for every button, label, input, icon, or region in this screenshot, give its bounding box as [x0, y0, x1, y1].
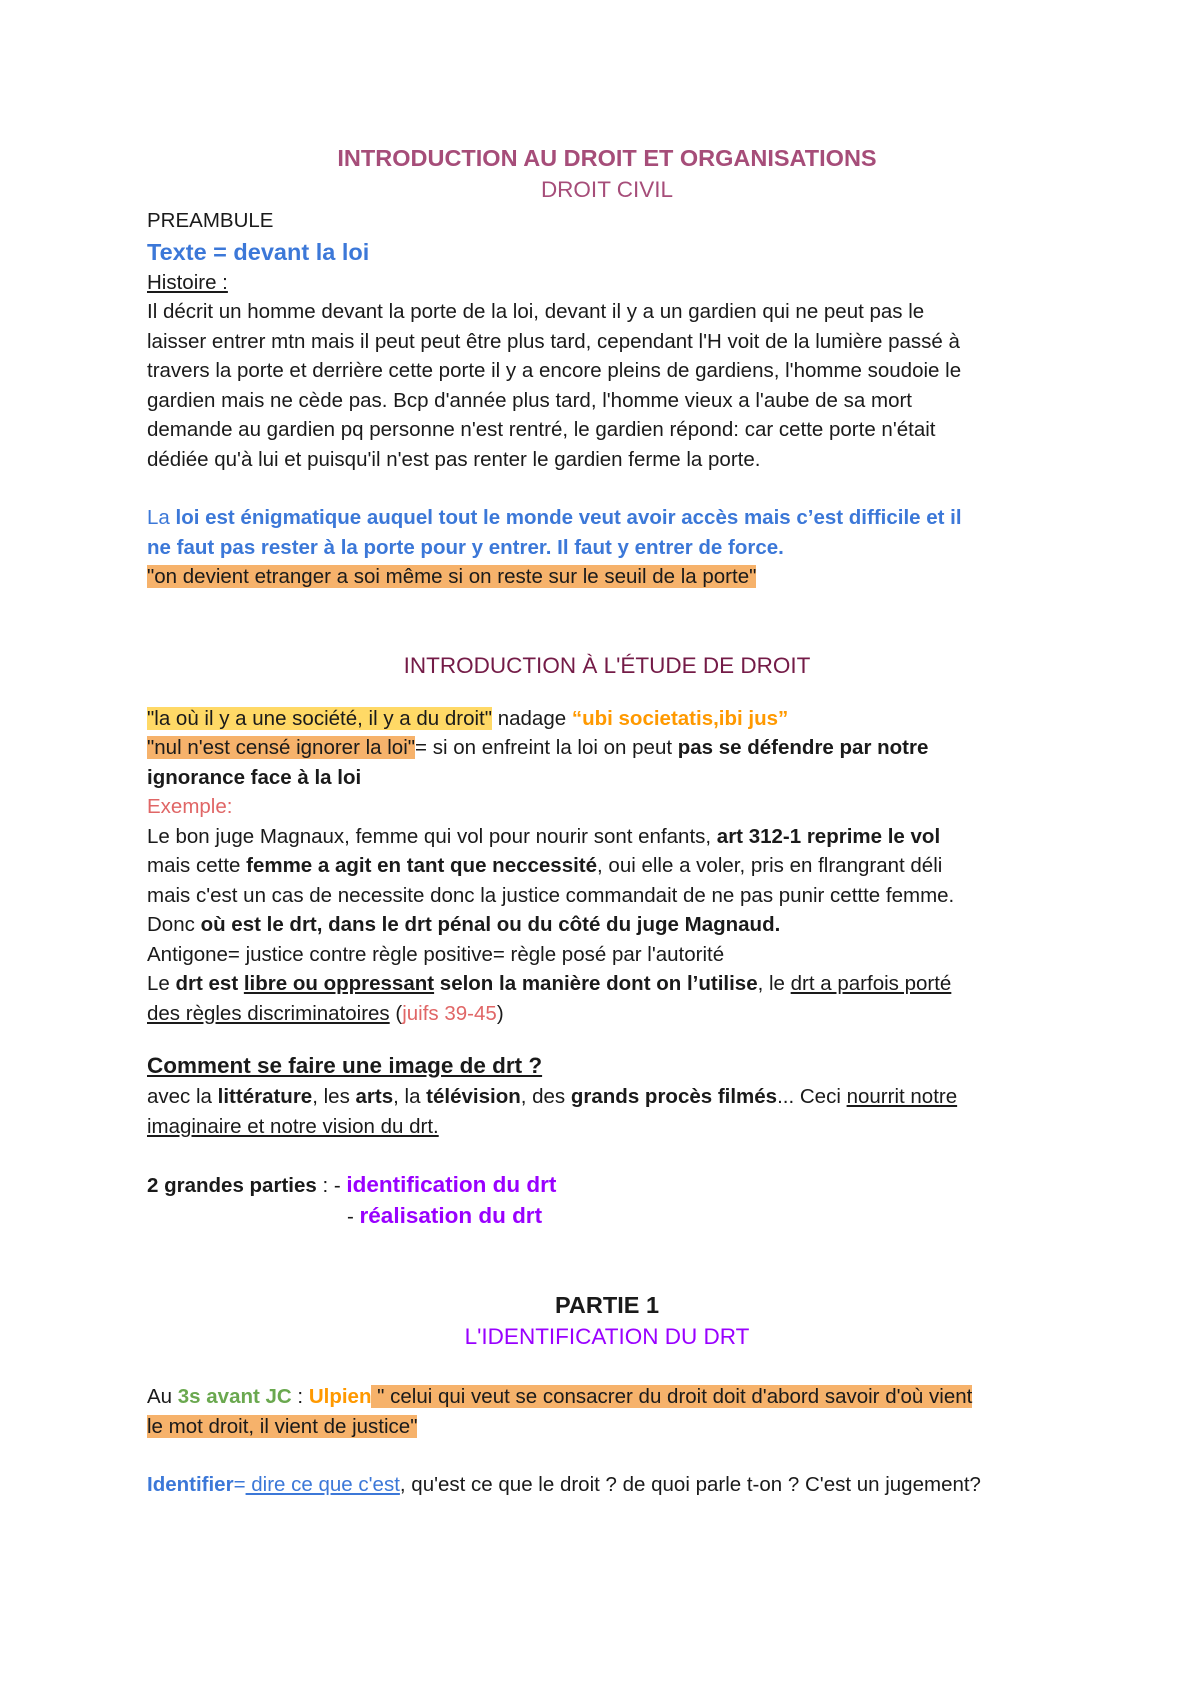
partie-identification: identification du drt	[346, 1172, 557, 1197]
exemple-text: Le bon juge Magnaux, femme qui vol pour nourir sont enfants,	[147, 824, 717, 848]
loi-line-2: ne faut pas rester à la porte pour y entrer. Il faut y entrer de force.	[147, 535, 784, 559]
exemple-label: Exemple:	[147, 795, 233, 818]
histoire-line: travers la porte et derrière cette porte il y a encore pleins de gardiens, l'homme soudoie le	[147, 359, 962, 382]
identifier-label: Identifier	[147, 1473, 234, 1496]
exemple-bold: femme a agit en tant que neccessité	[246, 854, 598, 877]
exemple-underline: des règles discriminatoires	[147, 1001, 390, 1025]
exemple-underline: drt a parfois porté	[790, 972, 952, 995]
quote-ignorer: "nul n'est censé ignorer la loi"	[147, 736, 416, 759]
section-intro-title: INTRODUCTION À L'ÉTUDE DE DROIT	[403, 652, 811, 678]
histoire-line: gardien mais ne cède pas. Bcp d'année plus tard, l'homme vieux a l'aube de sa mort	[147, 388, 912, 412]
antigone-line: Antigone= justice contre règle positive= règle posé par l'autorité	[147, 942, 725, 966]
image-line-1: avec la littérature, les arts, la télévision, des grands procès filmés... Ceci nourrit notre	[147, 1085, 958, 1108]
preambule-label: PREAMBULE	[147, 209, 274, 232]
ignorer-bold-2: ignorance face à la loi	[147, 765, 362, 789]
exemple-text: (	[389, 1001, 403, 1025]
partie1-subtitle: L'IDENTIFICATION DU DRT	[464, 1324, 750, 1349]
ulpien-line-1: Au 3s avant JC : Ulpien " celui qui veut se consacrer du droit doit d'abord savoir d'où vient	[147, 1385, 973, 1408]
ulpien-quote: le mot droit, il vient de justice"	[147, 1414, 418, 1438]
quote-societe: "la où il y a une société, il y a du droit"	[147, 706, 493, 730]
image-line-2: imaginaire et notre vision du drt.	[147, 1114, 439, 1138]
histoire-line: dédiée qu'à lui et puisqu'il n'est pas renter le gardien ferme la porte.	[147, 447, 761, 471]
partie1-title: PARTIE 1	[554, 1292, 660, 1318]
histoire-label: Histoire :	[147, 270, 228, 294]
ignorer-text: = si on enfreint la loi on peut	[415, 736, 678, 759]
document-content	[147, 142, 1067, 1500]
document-subtitle: DROIT CIVIL	[540, 177, 674, 202]
exemple-bold: selon la manière dont on l’utilise	[434, 972, 758, 995]
texte-heading: Texte = devant la loi	[147, 238, 370, 265]
latin-maxim: “ubi societatis,ibi jus”	[571, 706, 789, 730]
exemple-bold: art 312-1 reprime le vol	[716, 824, 941, 848]
ulpien-date: 3s avant JC	[177, 1385, 292, 1408]
nadage-text: nadage	[492, 706, 572, 730]
exemple-bold: où est le drt, dans le drt pénal ou du côté du juge Magnaud.	[200, 913, 781, 936]
identifier-link: dire ce que c'est	[245, 1473, 400, 1496]
exemple-paragraph	[147, 822, 1067, 1029]
exemple-text: mais cette	[147, 854, 247, 877]
exemple-text: Le	[147, 972, 176, 995]
image-heading: Comment se faire une image de drt ?	[147, 1053, 543, 1078]
parties-line-2: - réalisation du drt	[347, 1202, 543, 1228]
exemple-text: mais c'est un cas de necessite donc la justice commandait de ne pas punir cettte femme.	[147, 883, 955, 907]
parties-line-1: 2 grandes parties : - identification du drt	[147, 1172, 557, 1197]
exemple-bold-underline: libre ou oppressant	[243, 972, 435, 995]
exemple-text: , le	[757, 972, 791, 995]
partie-realisation: réalisation du drt	[359, 1202, 543, 1228]
document-title: INTRODUCTION AU DROIT ET ORGANISATIONS	[337, 145, 877, 171]
exemple-bold: drt est	[175, 972, 244, 995]
loi-la: La	[147, 506, 176, 529]
ulpien-quote: " celui qui veut se consacrer du droit doit d'abord savoir d'où vient	[371, 1385, 973, 1408]
exemple-text: , oui elle a voler, pris en flrangrant déli	[597, 854, 943, 877]
exemple-text: )	[496, 1001, 504, 1025]
ulpien-name: Ulpien	[308, 1385, 372, 1408]
ignorer-bold-1: pas se défendre par notre	[677, 736, 929, 759]
histoire-line: demande au gardien pq personne n'est rentré, le gardien répond: car cette porte n'était	[147, 418, 936, 441]
loi-line-1: loi est énigmatique auquel tout le monde veut avoir accès mais c’est difficile et il	[175, 506, 962, 529]
histoire-line: Il décrit un homme devant la porte de la loi, devant il y a un gardien qui ne peut pas le	[147, 300, 925, 323]
exemple-red: juifs 39-45	[402, 1001, 497, 1025]
quote-etranger: "on devient etranger a soi même si on reste sur le seuil de la porte"	[147, 565, 757, 588]
histoire-line: laisser entrer mtn mais il peut peut être plus tard, cependant l'H voit de la lumière passé à	[147, 329, 960, 353]
histoire-paragraph	[147, 297, 1067, 474]
exemple-text: Donc	[147, 913, 201, 936]
identifier-line: Identifier= dire ce que c'est, qu'est ce que le droit ? de quoi parle t-on ? C'est un jugement?	[147, 1473, 981, 1496]
parties-label: 2 grandes parties	[147, 1174, 317, 1197]
loi-paragraph	[147, 503, 1067, 592]
